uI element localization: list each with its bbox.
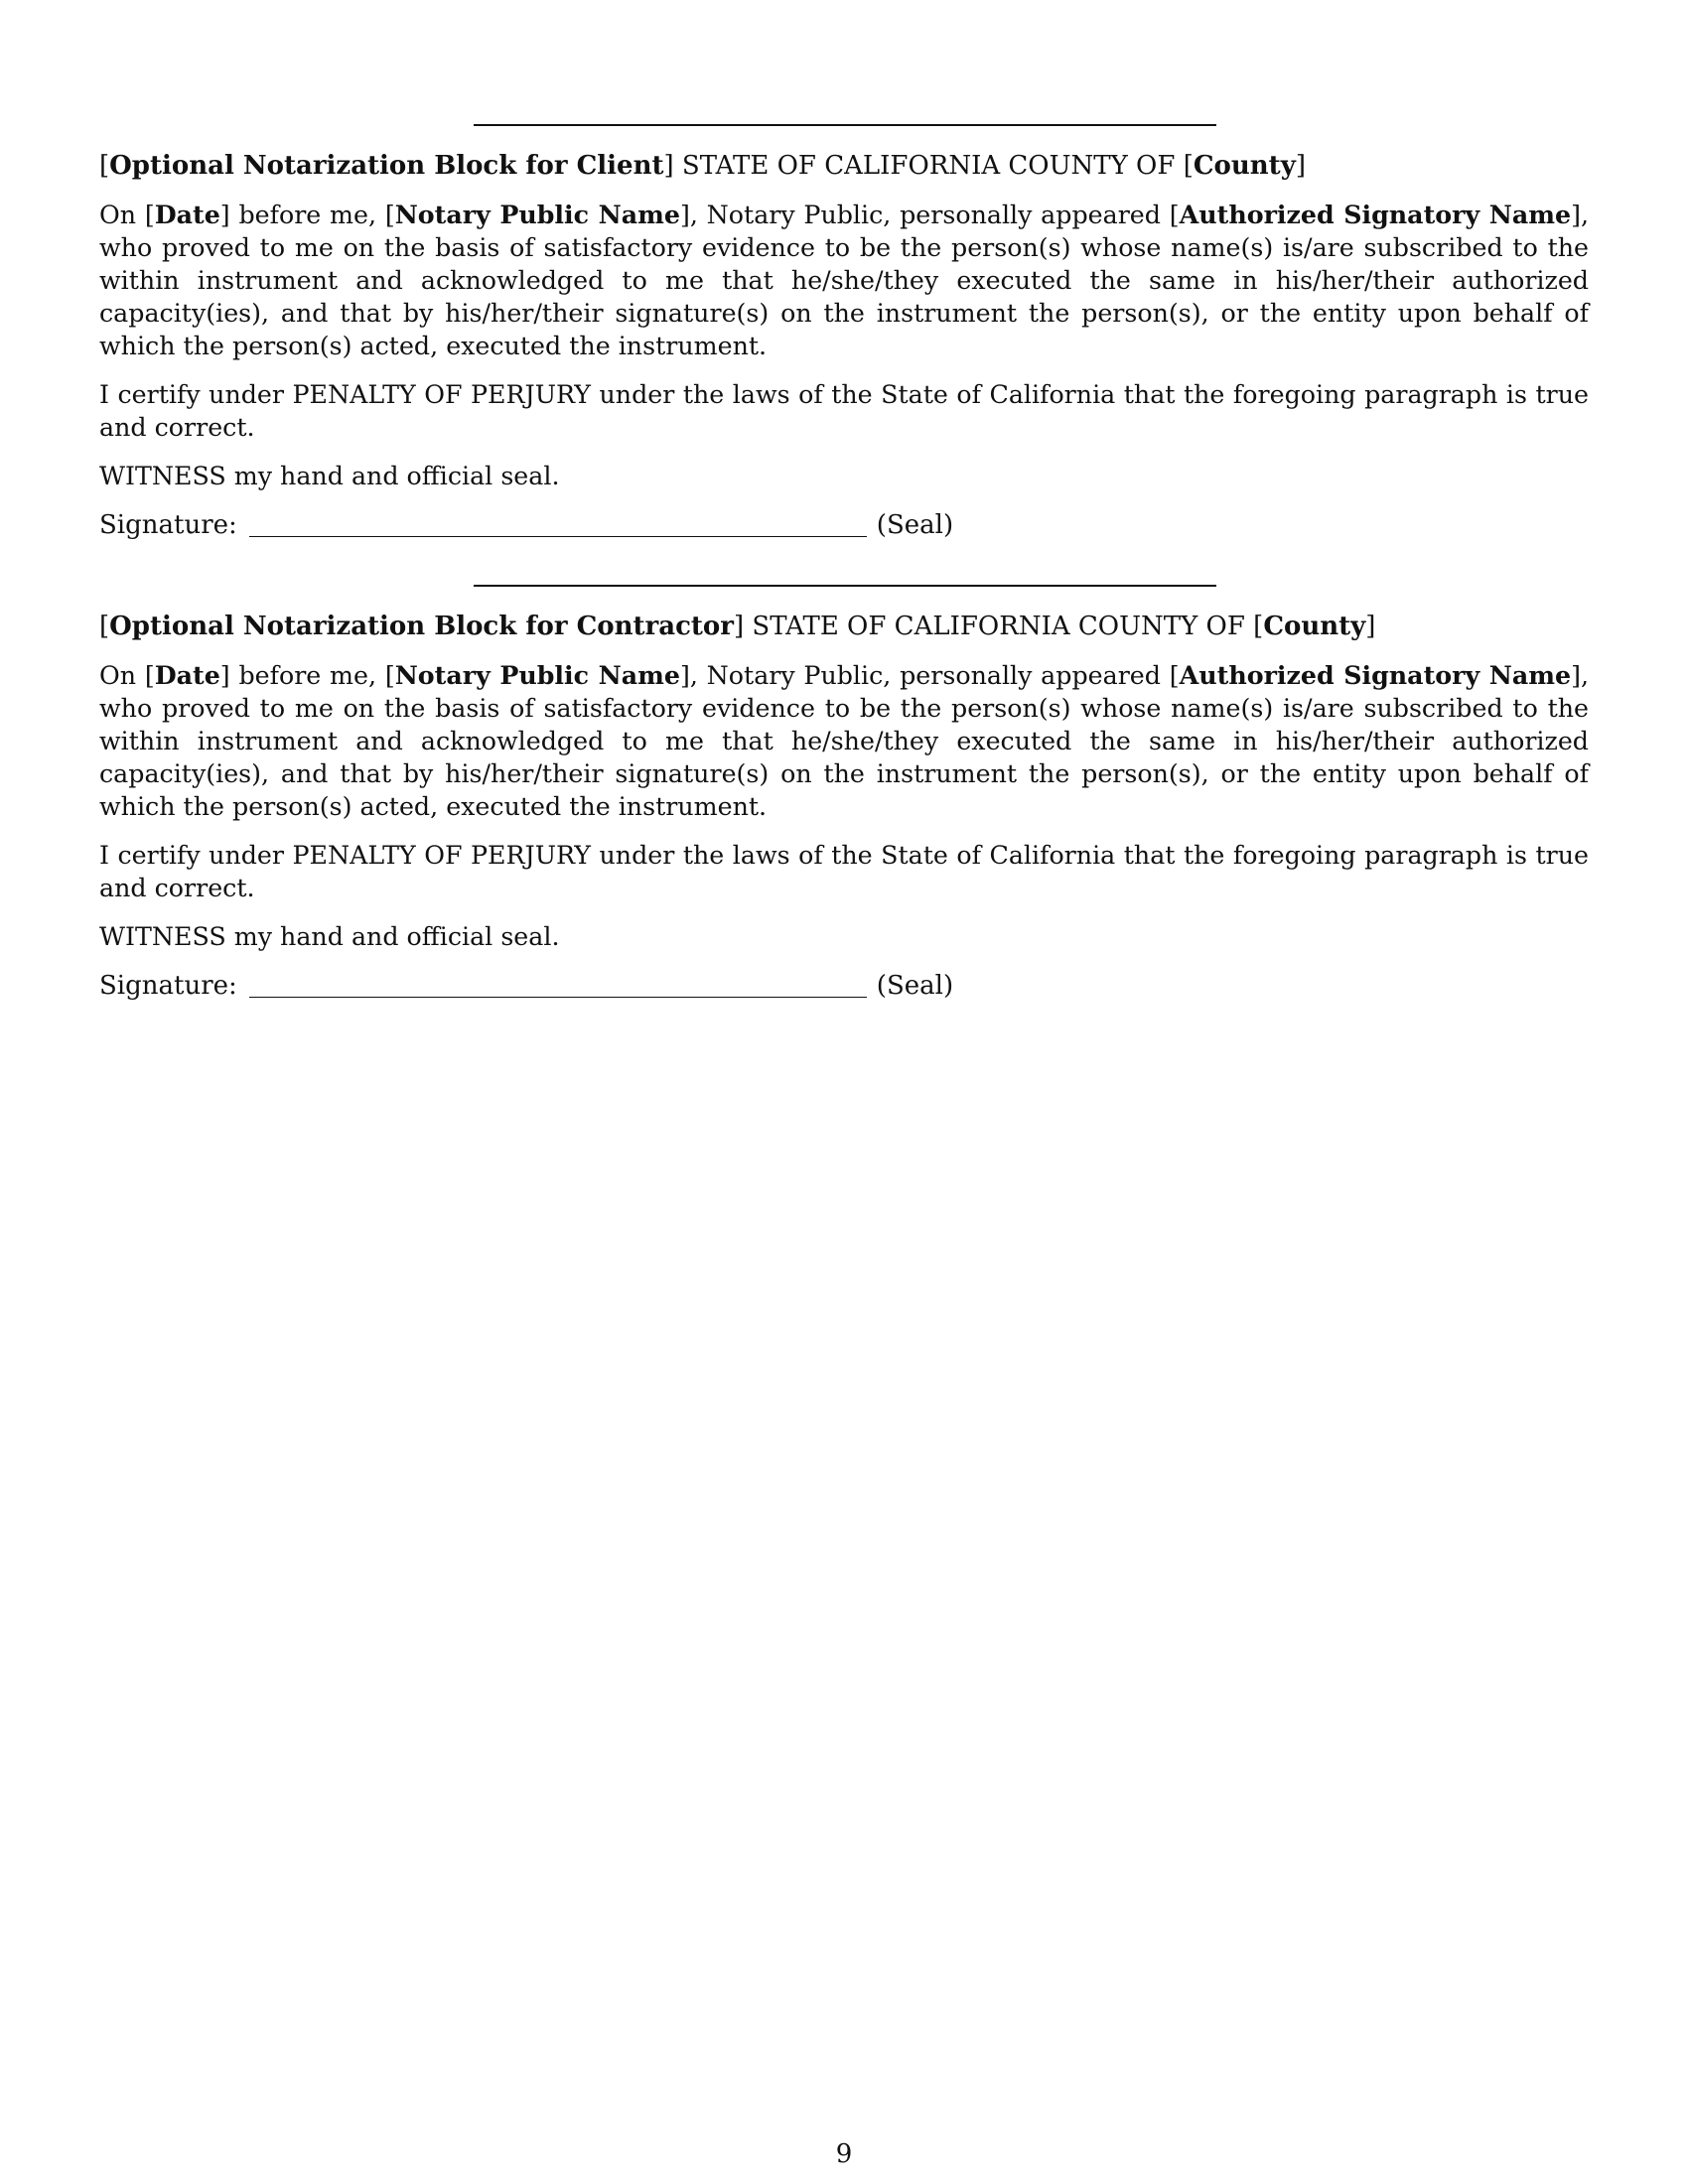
signature-label: Signature: (99, 510, 237, 540)
section-divider (474, 585, 1216, 587)
date-placeholder: Date (154, 660, 220, 690)
document-page (99, 0, 1589, 2184)
signature-label: Signature: (99, 971, 237, 1001)
page-number: 9 (835, 2139, 853, 2169)
county-placeholder: County (1263, 612, 1366, 641)
notary-name-placeholder: Notary Public Name (394, 200, 680, 229)
acknowledgment-paragraph: On [Date] before me, [Notary Public Name], Notary Public, personally appeared [Authorized Signatory Name], who proved to me on the basis of satisfactory evidence to be the person(s) whose name(s) is/are subscribed to the within instrument and acknowledged to me that he/she/they executed the same in his/her/their authorized capacity(ies), and that by his/her/their signature(s) on the instrument the person(s), or the entity upon behalf of which the person(s) acted, executed the instrument. (99, 660, 1589, 821)
signature-line (99, 969, 1589, 1003)
block-heading: [Optional Notarization Block for Client] STATE OF CALIFORNIA COUNTY OF [County] (99, 151, 1306, 181)
state-county-text: STATE OF CALIFORNIA COUNTY OF (744, 612, 1254, 641)
notary-name-placeholder: Notary Public Name (394, 660, 680, 690)
acknowledgment-paragraph: On [Date] before me, [Notary Public Name], Notary Public, personally appeared [Authorized Signatory Name], who proved to me on the basis of satisfactory evidence to be the person(s) whose name(s) is/are subscribed to the within instrument and acknowledged to me that he/she/they executed the same in his/her/their authorized capacity(ies), and that by his/her/their signature(s) on the instrument the person(s), or the entity upon behalf of which the person(s) acted, executed the instrument. (99, 200, 1589, 360)
contractor-notarization-block (99, 610, 1589, 1003)
client-notarization-block (99, 149, 1589, 542)
county-placeholder: County (1193, 151, 1296, 181)
signature-blank (249, 512, 867, 537)
state-county-text: STATE OF CALIFORNIA COUNTY OF (673, 151, 1184, 181)
block-title: Optional Notarization Block for Client (109, 151, 664, 181)
block-heading: [Optional Notarization Block for Contractor] STATE OF CALIFORNIA COUNTY OF [County] (99, 612, 1376, 641)
signatory-name-placeholder: Authorized Signatory Name (1179, 660, 1572, 690)
perjury-statement: I certify under PENALTY OF PERJURY under the laws of the State of California that the foregoing paragraph is true and correct. (99, 380, 1589, 442)
seal-label: (Seal) (876, 971, 954, 1001)
witness-statement: WITNESS my hand and official seal. (99, 922, 560, 951)
section-divider (474, 124, 1216, 126)
witness-statement: WITNESS my hand and official seal. (99, 462, 560, 490)
signatory-name-placeholder: Authorized Signatory Name (1179, 200, 1572, 229)
signature-blank (249, 973, 867, 998)
seal-label: (Seal) (876, 510, 954, 540)
signature-line (99, 508, 1589, 542)
date-placeholder: Date (154, 200, 220, 229)
block-title: Optional Notarization Block for Contractor (109, 612, 734, 641)
perjury-statement: I certify under PENALTY OF PERJURY under the laws of the State of California that the foregoing paragraph is true and correct. (99, 841, 1589, 902)
